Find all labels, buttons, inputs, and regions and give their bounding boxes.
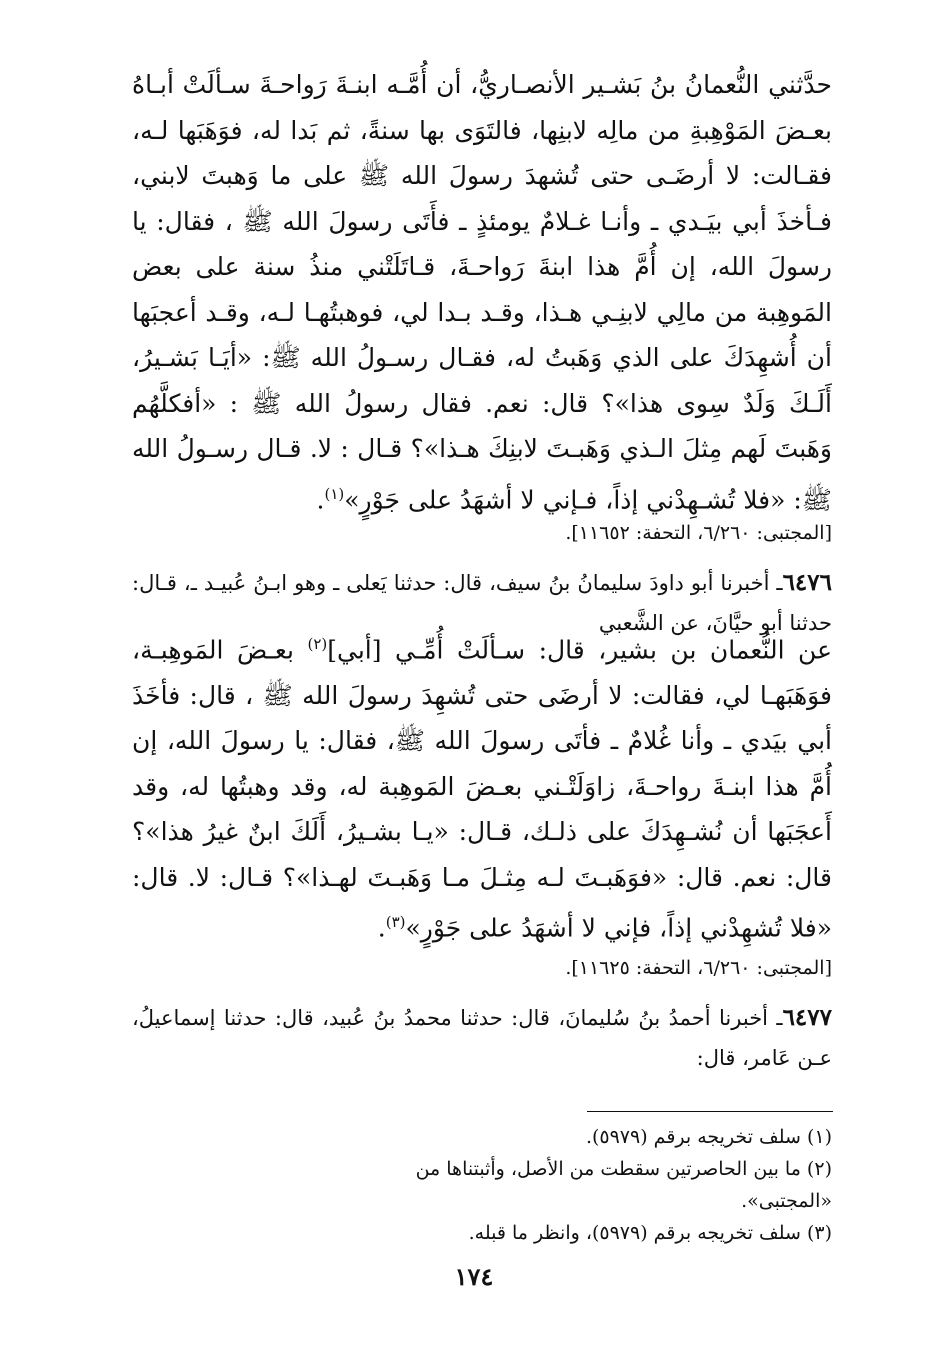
source-reference: [المجتبى: ٦/٢٦٠، التحفة: ١١٦٢٥]. [565, 957, 832, 979]
hadith-number: ٦٤٧٦ [782, 569, 832, 596]
footnote-marker: (٣) [385, 913, 406, 932]
footnotes-list [332, 1121, 832, 1249]
footnote-marker: (١) [324, 484, 345, 503]
source-reference: [المجتبى: ٦/٢٦٠، التحفة: ١١٦٥٢]. [565, 522, 832, 544]
paragraph-text: بعـضَ المَوهِبـة، فوَهَبَهـا لي، فقالت: لا أرضَى حتى تُشهِدَ رسولَ الله ﷺ ، قال: فأخَذَ أبي بيَدي ـ وأنا غُلامٌ ـ فأتَى رسولَ الله ﷺ، فقال: يا رسولَ الله، إن أُمَّ هذا ابنـةَ رواحـةَ، زاوَلَتْـني بعـضَ المَوهِبة له، وقد وهبتُها له، وقد أَعجَبَها أن نُشـهِدَكَ على ذلـك، قـال: «يـا بشـيرُ، أَلَكَ ابنٌ غيرُ هذا»؟ قال: نعم. قال: «فوَهَبـتَ لـه مِثـلَ مـا وَهَبـتَ لهـذا»؟ قـال: لا. قال: «فلا تُشهِدْني إذاً، فإني لا أشهَدُ على جَوْرٍ» [132, 635, 832, 943]
footnote-divider [587, 1111, 833, 1112]
footnote-item: (٣) سلف تخريجه برقم (٥٩٧٩)، وانظر ما قبله. [468, 1222, 832, 1244]
hadith-chain [132, 998, 832, 1078]
isnad-text: ـ أخبرنا أبو داودَ سليمانُ بنُ سيف، قال: حدثنا يَعلى ـ وهو ابـنُ عُبيـد ـ، قـال: حدثنا أبو حيَّانَ، عن الشَّعبي [132, 571, 832, 635]
paragraph-text: حدَّثني النُّعمانُ بنُ بَشـير الأنصـاريُّ، أن أُمَّـه ابنـةَ رَواحـةَ سـألَتْ أبـاهُ بعـضَ المَوْهِبةِ من مالِه لابنِها، فالتَوَى بها سنةً، ثم بَدا له، فوَهَبَها لـه، فقـالت: لا أرضَـى حتى تُشهدَ رسولَ الله ﷺ على ما وَهبتَ لابني، فـأخذَ أبي بيَـدي ـ وأنـا غـلامٌ يومئذٍ ـ فأَتَى رسولَ الله ﷺ ، فقال: يا رسولَ الله، إن أُمَّ هذا ابنةَ رَواحـةَ، قـاتَلَتْني منذُ سنة على بعض المَوهِبة من مالِي لابنِـي هـذا، وقـد بـدا لي، فوهبتُهـا لـه، وقـد أعجبَها أن أُشهِدَكَ على الذي وَهَبتُ له، فقـال رسـولُ الله ﷺ: «أيَـا بَشـيرُ، أَلَـكَ وَلَدٌ سِوى هذا»؟ قال: نعم. فقال رسولُ الله ﷺ : «أفكلَّهُم وَهَبتَ لَهم مِثلَ الـذي وَهَبـتَ لابنِكَ هـذا»؟ قـال : لا. قـال رسـولُ الله ﷺ: «فلا تُشـهِدْني إذاً، فـإني لا أشهَدُ على جَوْرٍ» [132, 70, 832, 514]
paragraph-text: عن النُّعمان بن بشير، قال: سـألَتْ أُمِّـي [أبي] [327, 635, 832, 665]
page-number: ١٧٤ [454, 1262, 494, 1291]
footnote-marker: (٢) [307, 635, 328, 653]
hadith-text-paragraph: حدَّثني النُّعمانُ بنُ بَشـير الأنصـاريُّ، أن أُمَّـه ابنـةَ رَواحـةَ سـألَتْ أبـاهُ بعـضَ المَوْهِبةِ من مالِه لابنِها، فالتَوَى بها سنةً، ثم بَدا له، فوَهَبَها لـه، فقـالت: لا أرضَـى حتى تُشهدَ رسولَ الله ﷺ على ما وَهبتَ لابني، فـأخذَ أبي بيَـدي ـ وأنـا غـلامٌ يومئذٍ ـ فأَتَى رسولَ الله ﷺ ، فقال: يا رسولَ الله، إن أُمَّ هذا ابنةَ رَواحـةَ، قـاتَلَتْني منذُ سنة على بعض المَوهِبة من مالِي لابنِـي هـذا، وقـد بـدا لي، فوهبتُهـا لـه، وقـد أعجبَها أن أُشهِدَكَ على الذي وَهَبتُ له، فقـال رسـولُ الله ﷺ: «أيَـا بَشـيرُ، أَلَـكَ وَلَدٌ سِوى هذا»؟ قال: نعم. فقال رسولُ الله ﷺ : «أفكلَّهُم وَهَبتَ لَهم مِثلَ الـذي وَهَبـتَ لابنِكَ هـذا»؟ قـال : لا. قـال رسـولُ الله ﷺ: «فلا تُشـهِدْني إذاً، فـإني لا أشهَدُ على جَوْرٍ»$^{(١)}$. [132, 70, 832, 514]
hadith-text-paragraph: عن النُّعمان بن بشير، قال: سـألَتْ أُمِّـي [أبي]$^{(٢)}$ بعـضَ المَوهِبـة، فوَهَبَهـا لي، فقالت: لا أرضَى حتى تُشهِدَ رسولَ الله ﷺ ، قال: فأخَذَ أبي بيَدي ـ وأنا غُلامٌ ـ فأتَى رسولَ الله ﷺ، فقال: يا رسولَ الله، إن أُمَّ هذا ابنـةَ رواحـةَ، زاوَلَتْـني بعـضَ المَوهِبة له، وقد وهبتُها له، وقد أَعجَبَها أن نُشـهِدَكَ على ذلـك، قـال: «يـا بشـيرُ، أَلَكَ ابنٌ غيرُ هذا»؟ قال: نعم. قال: «فوَهَبـتَ لـه مِثـلَ مـا وَهَبـتَ لهـذا»؟ قـال: لا. قال: «فلا تُشهِدْني إذاً، فإني لا أشهَدُ على جَوْرٍ»$^{(٣)}$. [132, 635, 832, 943]
footnote-item: (١) سلف تخريجه برقم (٥٩٧٩). [585, 1126, 832, 1148]
footnote-item: (٢) ما بين الحاصرتين سقطت من الأصل، وأثبتناها من «المجتبى». [415, 1158, 832, 1212]
isnad-text: ـ أخبرنا أحمدُ بنُ سُليمانَ، قال: حدثنا محمدُ بنُ عُبيد، قال: حدثنا إسماعيلُ، عـن عَامر، قال: [132, 1006, 832, 1070]
hadith-number: ٦٤٧٧ [782, 1004, 832, 1031]
